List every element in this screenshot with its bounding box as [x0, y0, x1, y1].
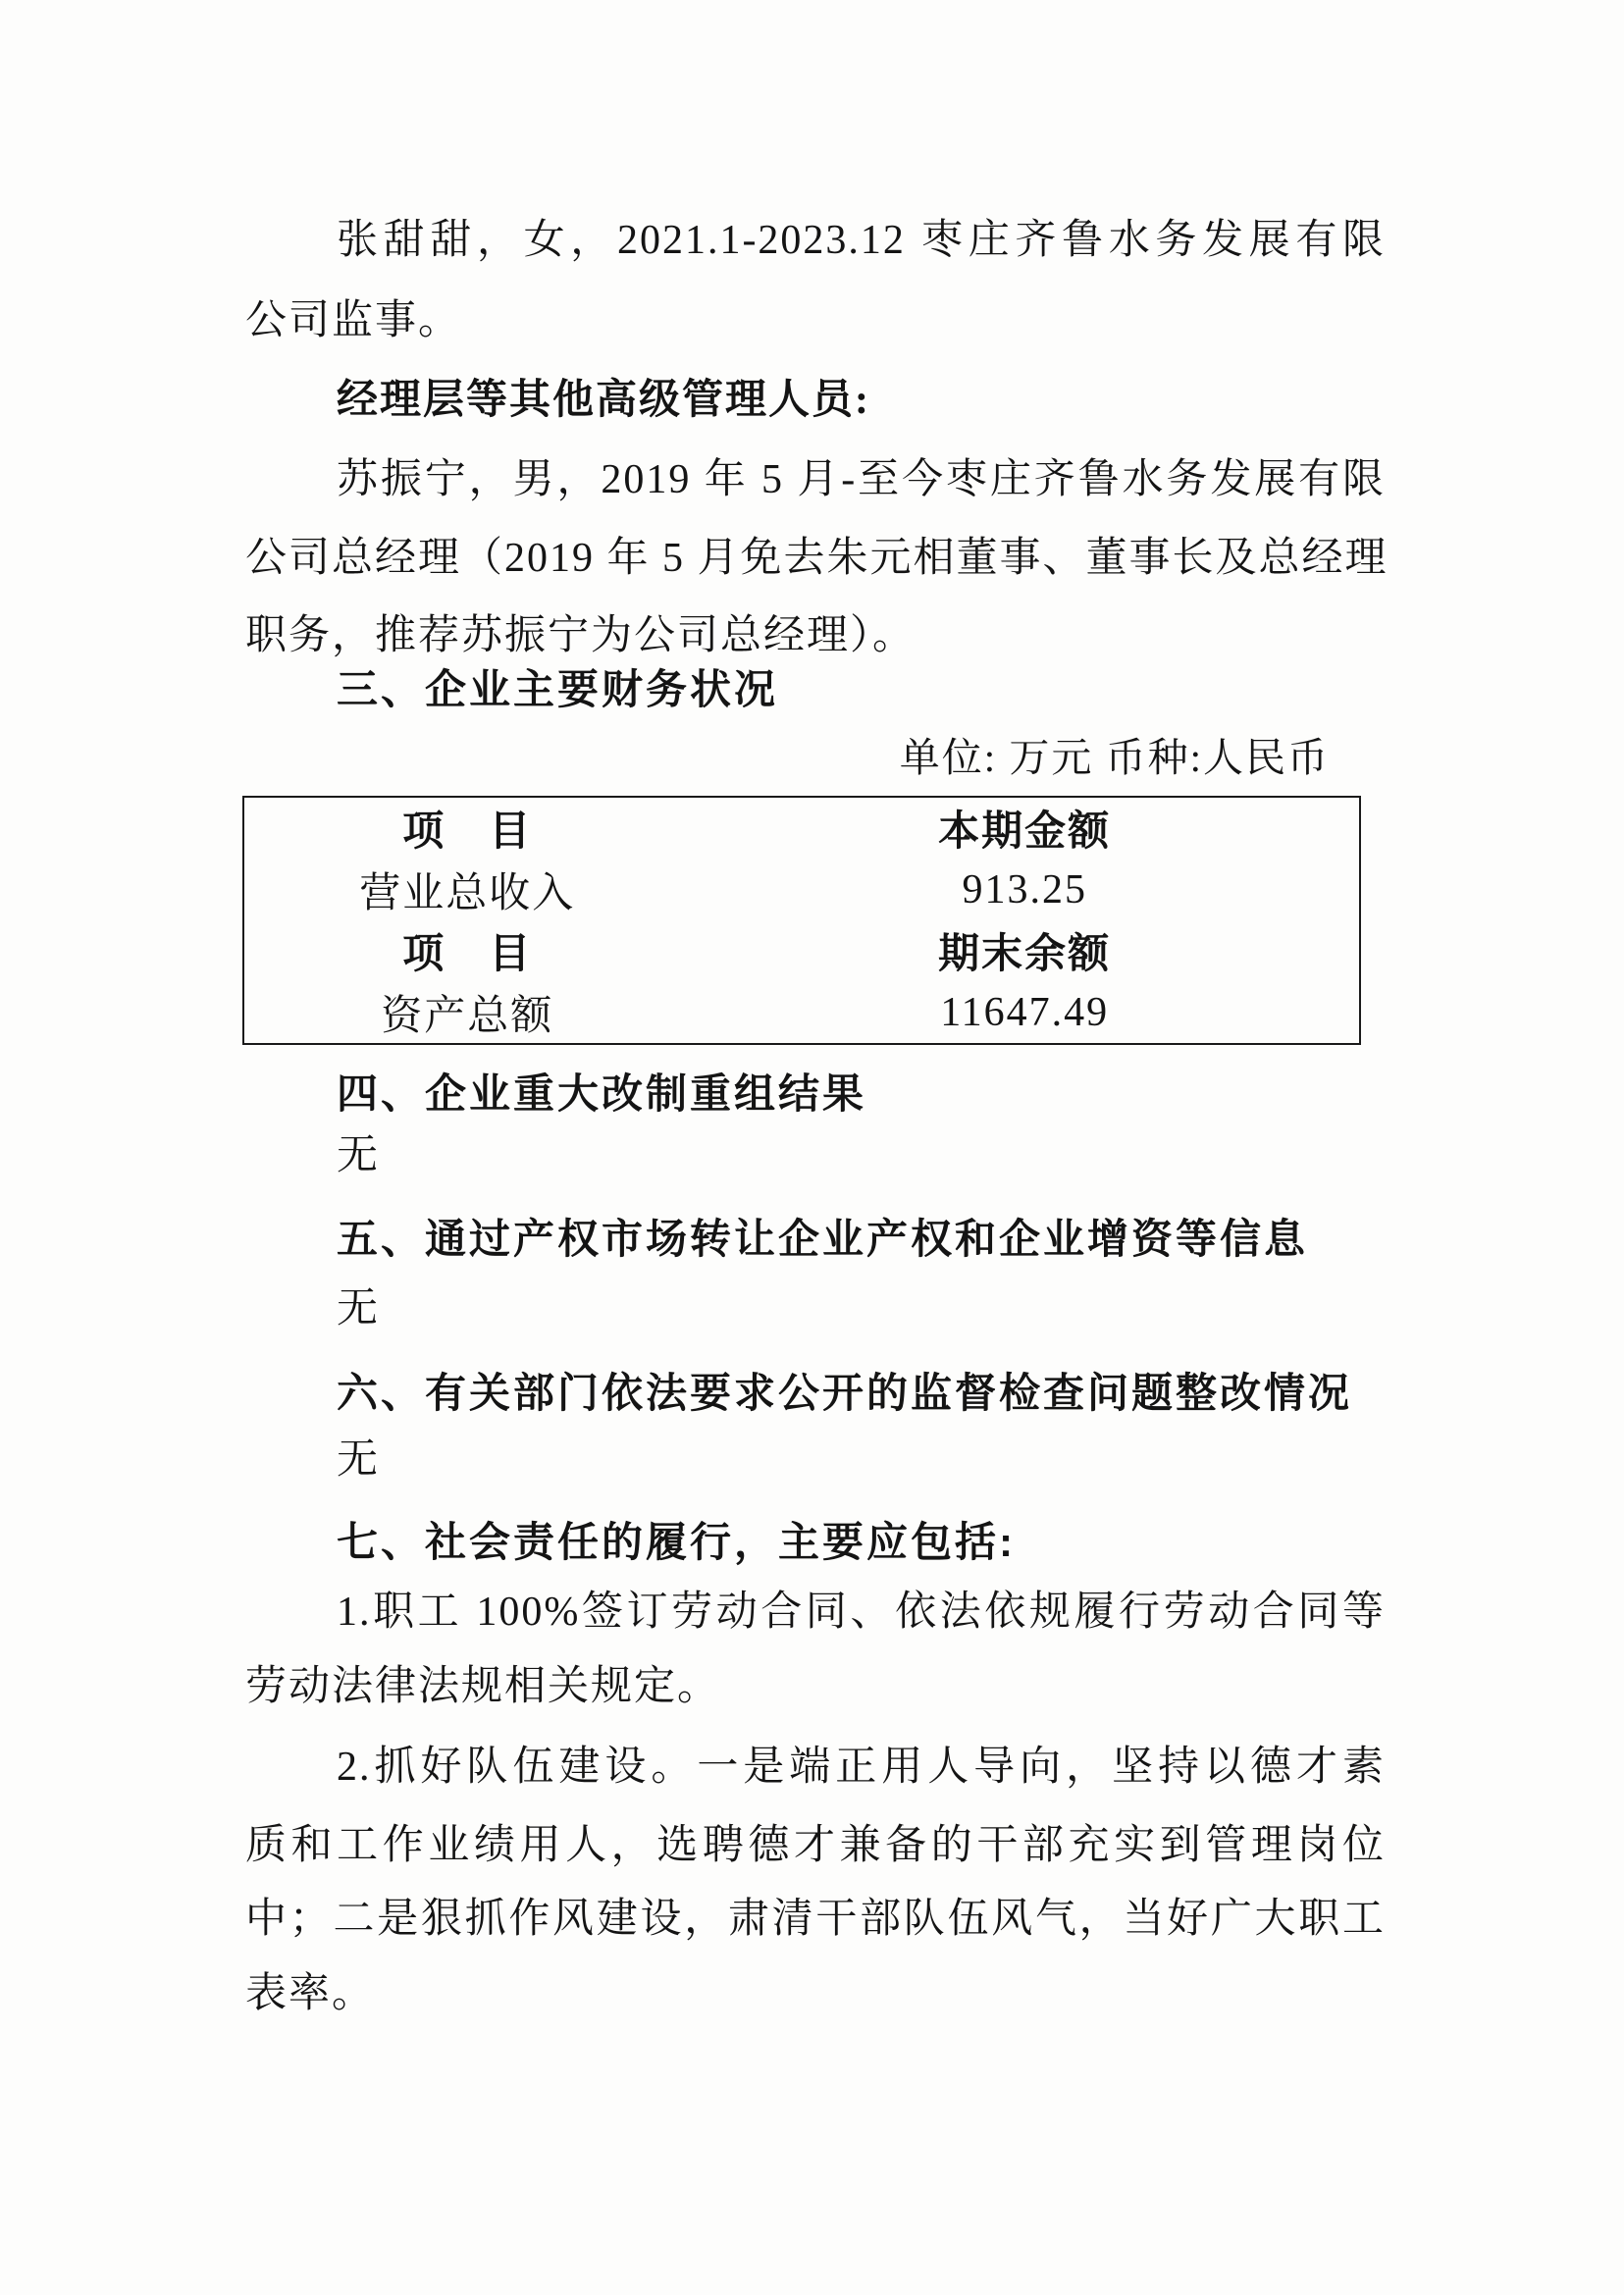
table-cell-assets-label: 资产总额: [381, 993, 554, 1039]
section7-item1-line1: 1.职工 100%签订劳动合同、依法依规履行劳动合同等: [337, 1590, 1386, 1635]
table-row-header-current: [244, 798, 1359, 860]
table-cell-item-header2: 项 目: [402, 932, 533, 978]
heading-section-finance: 三、企业主要财务状况: [337, 666, 779, 712]
paragraph-supervisor-line2: 公司监事。: [245, 298, 462, 343]
section7-item1-line2: 劳动法律法规相关规定。: [245, 1664, 721, 1709]
section7-item2-line1: 2.抓好队伍建设。一是端正用人导向，坚持以德才素: [337, 1745, 1386, 1790]
heading-section6: 六、有关部门依法要求公开的监督检查问题整改情况: [337, 1370, 1353, 1416]
table-cell-assets-value: 11647.49: [940, 989, 1110, 1035]
table-cell-item-header: 项 目: [402, 809, 533, 856]
paragraph-manager-line2: 公司总经理（2019 年 5 月免去朱元相董事、董事长及总经理: [245, 536, 1388, 581]
section6-body: 无: [337, 1437, 381, 1483]
heading-section7: 七、社会责任的履行，主要应包括:: [337, 1519, 1016, 1565]
section4-body: 无: [337, 1133, 381, 1178]
heading-section5: 五、通过产权市场转让企业产权和企业增资等信息: [337, 1216, 1309, 1262]
section7-item2-line4: 表率。: [245, 1971, 376, 2016]
section5-body: 无: [337, 1286, 381, 1331]
section7-item2-line3: 中；二是狠抓作风建设，肃清干部队伍风气，当好广大职工: [245, 1897, 1386, 1942]
table-cell-amount-header: 本期金额: [938, 809, 1112, 856]
table-row-header-ending: [244, 920, 1359, 982]
paragraph-manager-line3: 职务，推荐苏振宁为公司总经理）。: [245, 613, 917, 658]
heading-managers: 经理层等其他高级管理人员:: [337, 378, 870, 423]
table-row-assets: [244, 982, 1359, 1044]
table-cell-balance-header: 期末余额: [938, 932, 1112, 978]
heading-section4: 四、企业重大改制重组结果: [337, 1070, 867, 1117]
table-cell-revenue-value: 913.25: [962, 866, 1087, 913]
table-cell-revenue-label: 营业总收入: [359, 870, 576, 916]
table-row-revenue: [244, 860, 1359, 921]
financial-table: [242, 796, 1361, 1045]
paragraph-manager-line1: 苏振宁，男，2019 年 5 月-至今枣庄齐鲁水务发展有限: [337, 457, 1386, 502]
unit-currency-note: 单位: 万元 币种:人民币: [899, 735, 1330, 780]
paragraph-supervisor-line1: 张甜甜，女，2021.1-2023.12 枣庄齐鲁水务发展有限: [337, 218, 1386, 263]
section7-item2-line2: 质和工作业绩用人，选聘德才兼备的干部充实到管理岗位: [245, 1823, 1386, 1868]
